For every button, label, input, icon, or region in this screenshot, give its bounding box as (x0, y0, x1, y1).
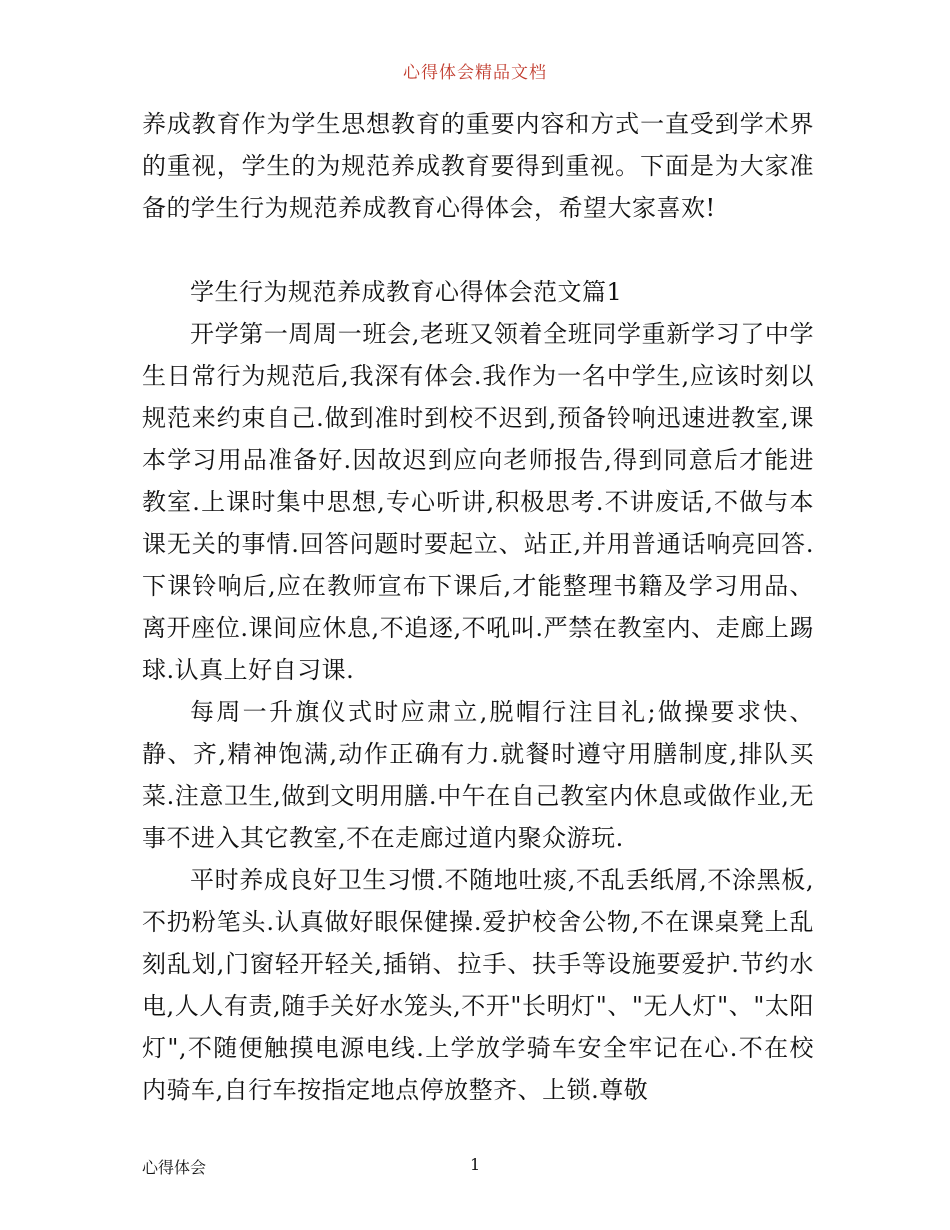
body-paragraph-1: 开学第一周周一班会,老班又领着全班同学重新学习了中学生日常行为规范后,我深有体会.我作为一名中学生,应该时刻以规范来约束自己.做到准时到校不迟到,预备铃响迅速进教室,课本学习用品准备好.因故迟到应向老师报告,得到同意后才能进教室.上课时集中思想,专心听讲,积极思考.不讲废话,不做与本课无关的事情.回答问题时要起立、站正,并用普通话响亮回答.下课铃响后,应在教师宣布下课后,才能整理书籍及学习用品、离开座位.课间应休息,不追逐,不吼叫.严禁在教室内、走廊上踢球.认真上好自习课. (142, 320, 814, 684)
section-title: 学生行为规范养成教育心得体会范文篇1 (190, 278, 623, 306)
footer-label: 心得体会 (142, 1158, 207, 1177)
page-number: 1 (470, 1155, 481, 1174)
page-header-title: 心得体会精品文档 (403, 63, 547, 83)
body-paragraph-3: 平时养成良好卫生习惯.不随地吐痰,不乱丢纸屑,不涂黑板,不扔粉笔头.认真做好眼保健操.爱护校舍公物,不在课桌凳上乱刻乱划,门窗轻开轻关,插销、拉手、扶手等设施要爱护.节约水电,人人有责,随手关好水笼头,不开"长明灯"、"无人灯"、"太阳灯",不随便触摸电源电线.上学放学骑车安全牢记在心.不在校内骑车,自行车按指定地点停放整齐、上锁.尊敬 (142, 866, 814, 1104)
body-paragraph-2: 每周一升旗仪式时应肃立,脱帽行注目礼;做操要求快、静、齐,精神饱满,动作正确有力.就餐时遵守用膳制度,排队买菜.注意卫生,做到文明用膳.中午在自己教室内休息或做作业,无事不进入其它教室,不在走廊过道内聚众游玩. (142, 698, 814, 852)
document-body (142, 103, 814, 1111)
intro-paragraph: 养成教育作为学生思想教育的重要内容和方式一直受到学术界的重视，学生的为规范养成教育要得到重视。下面是为大家准备的学生行为规范养成教育心得体会，希望大家喜欢! (142, 110, 814, 222)
